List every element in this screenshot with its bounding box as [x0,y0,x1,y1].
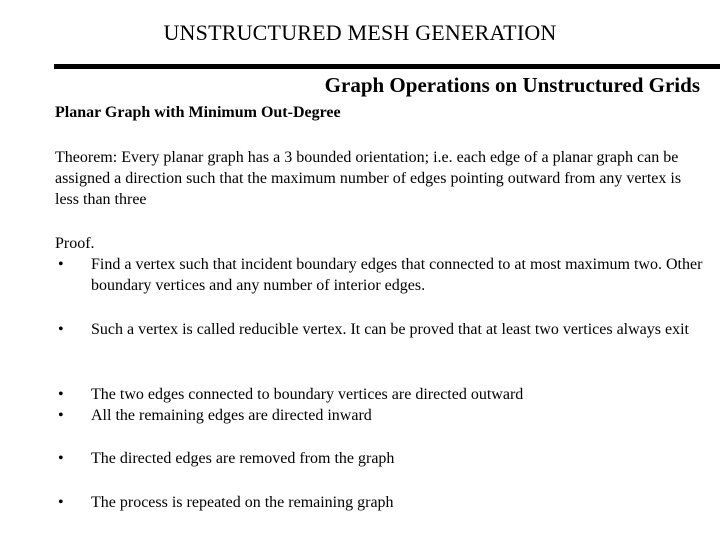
proof-item-4 [55,405,705,426]
theorem-text: Theorem: Every planar graph has a 3 bounded orientation; i.e. each edge of a planar graph can be assigned a direction such that the maximum number of edges pointing outward from any vertex is less than three [55,149,682,208]
proof-item-text: The two edges connected to boundary vertices are directed outward [91,386,524,403]
proof-item-2 [55,319,705,340]
proof-item-text: The directed edges are removed from the graph [91,450,395,467]
bullet-marker: • [58,407,64,424]
bullet-marker: • [58,321,64,338]
proof-item-text: All the remaining edges are directed inward [91,407,372,424]
proof-item-text: The process is repeated on the remaining graph [91,494,394,511]
bullet-marker: • [58,494,64,511]
slide-subtitle: Graph Operations on Unstructured Grids [324,73,700,97]
proof-item-text: Such a vertex is called reducible vertex. It can be proved that at least two vertices always exit [91,321,689,338]
slide-header: UNSTRUCTURED MESH GENERATION [163,20,557,45]
proof-item-6 [55,492,705,513]
bullet-marker: • [58,386,64,403]
proof-label: Proof. [55,235,95,252]
bullet-marker: • [58,256,64,273]
proof-item-3 [55,384,705,405]
proof-item-5 [55,448,705,469]
header-divider [54,64,720,69]
proof-item-text: Find a vertex such that incident boundary edges that connected to at most maximum two. Other boundary vertices and any number of interior edges. [91,256,703,294]
section-title: Planar Graph with Minimum Out-Degree [55,104,341,121]
bullet-marker: • [58,450,64,467]
proof-item-1 [55,254,705,296]
